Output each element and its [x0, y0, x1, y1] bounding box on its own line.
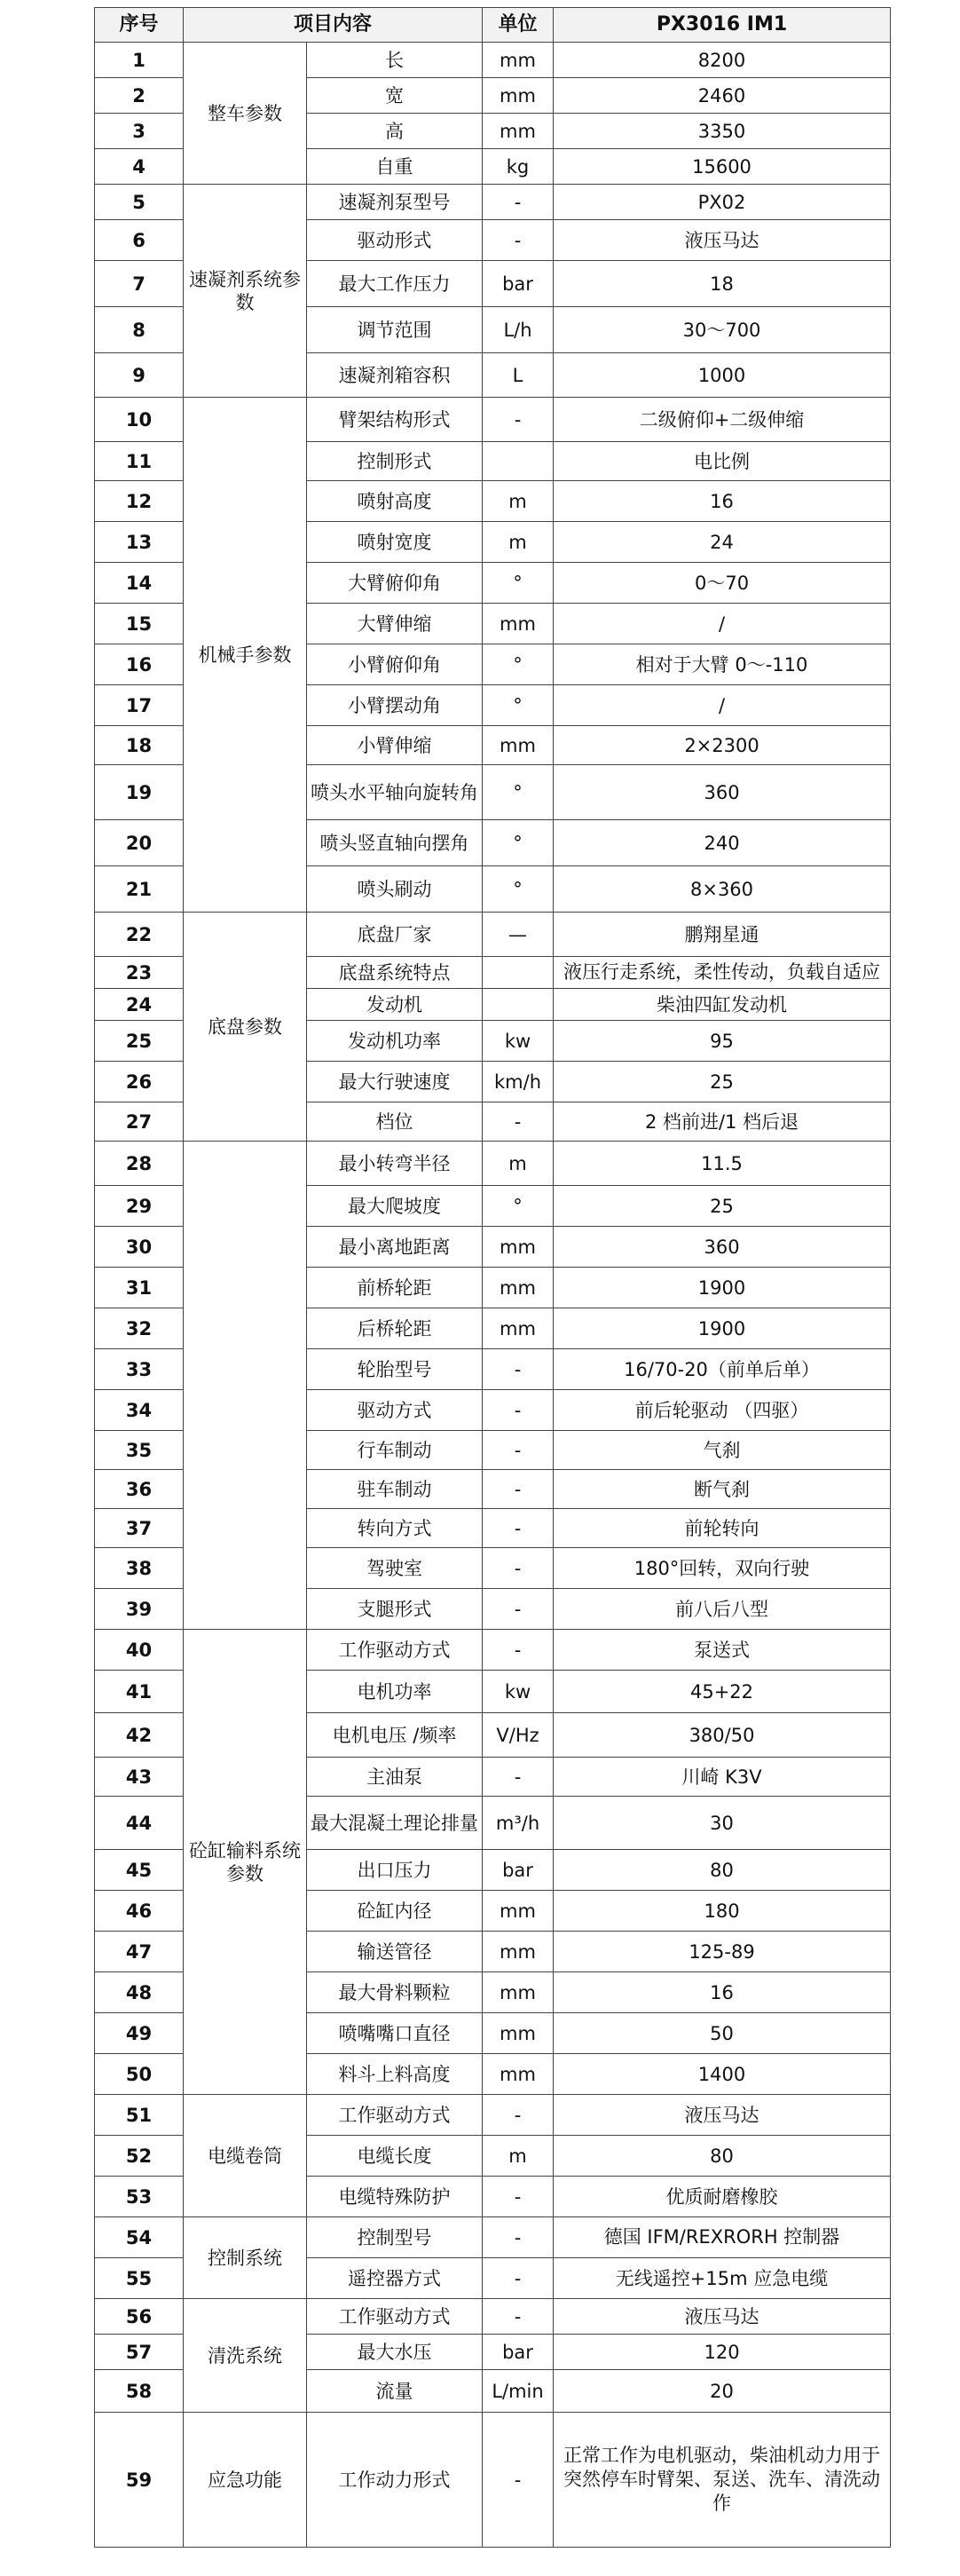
item-name: 前桥轮距: [307, 1268, 483, 1308]
row-number: 24: [95, 989, 184, 1021]
value: 95: [554, 1021, 891, 1062]
row-number: 27: [95, 1102, 184, 1142]
unit: -: [483, 2217, 554, 2258]
item-name: 底盘厂家: [307, 913, 483, 957]
row-number: 52: [95, 2136, 184, 2177]
unit: V/Hz: [483, 1713, 554, 1758]
item-name: 喷头水平轴向旋转角: [307, 765, 483, 820]
row-number: 57: [95, 2335, 184, 2370]
value: 360: [554, 1227, 891, 1268]
value: 120: [554, 2335, 891, 2370]
item-name: 驻车制动: [307, 1470, 483, 1509]
unit: mm: [483, 2054, 554, 2095]
item-name: 料斗上料高度: [307, 2054, 483, 2095]
row-number: 16: [95, 644, 184, 685]
row-number: 25: [95, 1021, 184, 1062]
row-number: 36: [95, 1470, 184, 1509]
value: 180°回转，双向行驶: [554, 1548, 891, 1589]
group-name: [184, 1142, 307, 1630]
item-name: 底盘系统特点: [307, 957, 483, 989]
spec-row: [95, 913, 891, 957]
unit: bar: [483, 1850, 554, 1891]
item-name: 速凝剂箱容积: [307, 353, 483, 398]
spec-row: [95, 1142, 891, 1186]
unit: -: [483, 2258, 554, 2299]
item-name: 驾驶室: [307, 1548, 483, 1589]
value: 液压马达: [554, 220, 891, 261]
value: 相对于大臂 0～-110: [554, 644, 891, 685]
item-name: 宽: [307, 78, 483, 114]
value: 180: [554, 1891, 891, 1932]
row-number: 6: [95, 220, 184, 261]
unit: mm: [483, 2013, 554, 2054]
unit: °: [483, 1186, 554, 1227]
header-row: [95, 8, 891, 43]
row-number: 48: [95, 1972, 184, 2013]
unit: [483, 957, 554, 989]
item-name: 大臂伸缩: [307, 604, 483, 644]
row-number: 56: [95, 2299, 184, 2335]
unit: km/h: [483, 1062, 554, 1102]
item-name: 小臂伸缩: [307, 726, 483, 765]
item-name: 工作驱动方式: [307, 2299, 483, 2335]
item-name: 最大混凝土理论排量: [307, 1797, 483, 1850]
unit: mm: [483, 1308, 554, 1349]
unit: m: [483, 481, 554, 522]
row-number: 34: [95, 1390, 184, 1431]
unit: -: [483, 1102, 554, 1142]
spec-row: [95, 43, 891, 78]
value: 液压马达: [554, 2095, 891, 2136]
value: 125-89: [554, 1932, 891, 1972]
item-name: 最大工作压力: [307, 261, 483, 307]
unit: °: [483, 765, 554, 820]
row-number: 32: [95, 1308, 184, 1349]
item-name: 喷射高度: [307, 481, 483, 522]
group-name: 应急功能: [184, 2413, 307, 2548]
row-number: 49: [95, 2013, 184, 2054]
value: 断气刹: [554, 1470, 891, 1509]
unit: -: [483, 1349, 554, 1390]
unit: -: [483, 220, 554, 261]
group-name: 清洗系统: [184, 2299, 307, 2413]
group-name: 电缆卷筒: [184, 2095, 307, 2217]
row-number: 10: [95, 398, 184, 442]
row-number: 31: [95, 1268, 184, 1308]
unit: mm: [483, 1227, 554, 1268]
item-name: 驱动方式: [307, 1390, 483, 1431]
row-number: 9: [95, 353, 184, 398]
value: 1000: [554, 353, 891, 398]
unit: mm: [483, 78, 554, 114]
unit: kw: [483, 1671, 554, 1713]
spec-row: [95, 2413, 891, 2548]
value: 18: [554, 261, 891, 307]
item-name: 电缆长度: [307, 2136, 483, 2177]
header-model: PX3016 IM1: [554, 8, 891, 43]
row-number: 29: [95, 1186, 184, 1227]
value: 川崎 K3V: [554, 1758, 891, 1797]
item-name: 轮胎型号: [307, 1349, 483, 1390]
unit: -: [483, 1431, 554, 1470]
item-name: 最大水压: [307, 2335, 483, 2370]
row-number: 19: [95, 765, 184, 820]
item-name: 小臂摆动角: [307, 685, 483, 726]
spec-row: [95, 398, 891, 442]
unit: bar: [483, 2335, 554, 2370]
spec-row: [95, 2217, 891, 2258]
header-item: 项目内容: [184, 8, 483, 43]
item-name: 臂架结构形式: [307, 398, 483, 442]
row-number: 8: [95, 307, 184, 353]
row-number: 20: [95, 820, 184, 866]
row-number: 17: [95, 685, 184, 726]
value: 80: [554, 1850, 891, 1891]
item-name: 小臂俯仰角: [307, 644, 483, 685]
value: 240: [554, 820, 891, 866]
row-number: 14: [95, 563, 184, 604]
item-name: 最小转弯半径: [307, 1142, 483, 1186]
group-name: 底盘参数: [184, 913, 307, 1142]
unit: -: [483, 2177, 554, 2217]
item-name: 转向方式: [307, 1509, 483, 1548]
unit: -: [483, 1589, 554, 1630]
value: 380/50: [554, 1713, 891, 1758]
spec-row: [95, 2095, 891, 2136]
value: PX02: [554, 185, 891, 220]
item-name: 发动机功率: [307, 1021, 483, 1062]
unit: L: [483, 353, 554, 398]
unit: -: [483, 2299, 554, 2335]
unit: mm: [483, 43, 554, 78]
unit: -: [483, 2095, 554, 2136]
item-name: 输送管径: [307, 1932, 483, 1972]
value: 20: [554, 2370, 891, 2413]
value: 16: [554, 1972, 891, 2013]
row-number: 38: [95, 1548, 184, 1589]
item-name: 最大爬坡度: [307, 1186, 483, 1227]
row-number: 18: [95, 726, 184, 765]
item-name: 流量: [307, 2370, 483, 2413]
unit: -: [483, 1470, 554, 1509]
spec-table: [94, 7, 891, 2548]
row-number: 40: [95, 1630, 184, 1671]
unit: m: [483, 2136, 554, 2177]
value: /: [554, 604, 891, 644]
group-name: 控制系统: [184, 2217, 307, 2299]
value: 8200: [554, 43, 891, 78]
unit: mm: [483, 1972, 554, 2013]
group-name: 砼缸输料系统参数: [184, 1630, 307, 2095]
item-name: 高: [307, 114, 483, 149]
item-name: 喷嘴嘴口直径: [307, 2013, 483, 2054]
unit: m³/h: [483, 1797, 554, 1850]
row-number: 5: [95, 185, 184, 220]
item-name: 调节范围: [307, 307, 483, 353]
value: /: [554, 685, 891, 726]
unit: mm: [483, 114, 554, 149]
value: 1900: [554, 1308, 891, 1349]
row-number: 58: [95, 2370, 184, 2413]
value: 前轮转向: [554, 1509, 891, 1548]
value: 气刹: [554, 1431, 891, 1470]
row-number: 3: [95, 114, 184, 149]
value: 正常工作为电机驱动，柴油机动力用于突然停车时臂架、泵送、洗车、清洗动作: [554, 2413, 891, 2548]
row-number: 33: [95, 1349, 184, 1390]
item-name: 出口压力: [307, 1850, 483, 1891]
value: 液压马达: [554, 2299, 891, 2335]
value: 16: [554, 481, 891, 522]
item-name: 电缆特殊防护: [307, 2177, 483, 2217]
item-name: 喷头刷动: [307, 866, 483, 913]
unit: [483, 989, 554, 1021]
row-number: 51: [95, 2095, 184, 2136]
row-number: 15: [95, 604, 184, 644]
value: 30: [554, 1797, 891, 1850]
row-number: 45: [95, 1850, 184, 1891]
item-name: 自重: [307, 149, 483, 185]
row-number: 28: [95, 1142, 184, 1186]
unit: L/h: [483, 307, 554, 353]
value: 泵送式: [554, 1630, 891, 1671]
unit: mm: [483, 604, 554, 644]
unit: —: [483, 913, 554, 957]
value: 0～70: [554, 563, 891, 604]
row-number: 2: [95, 78, 184, 114]
spec-row: [95, 1630, 891, 1671]
row-number: 55: [95, 2258, 184, 2299]
spec-body: [95, 43, 891, 2548]
row-number: 46: [95, 1891, 184, 1932]
unit: mm: [483, 1268, 554, 1308]
value: 25: [554, 1186, 891, 1227]
unit: °: [483, 644, 554, 685]
unit: -: [483, 2413, 554, 2548]
unit: -: [483, 1630, 554, 1671]
row-number: 4: [95, 149, 184, 185]
spec-row: [95, 2299, 891, 2335]
unit: °: [483, 685, 554, 726]
unit: [483, 442, 554, 481]
value: 11.5: [554, 1142, 891, 1186]
row-number: 47: [95, 1932, 184, 1972]
value: 优质耐磨橡胶: [554, 2177, 891, 2217]
unit: -: [483, 1548, 554, 1589]
group-name: 整车参数: [184, 43, 307, 185]
row-number: 43: [95, 1758, 184, 1797]
row-number: 44: [95, 1797, 184, 1850]
item-name: 发动机: [307, 989, 483, 1021]
unit: mm: [483, 1932, 554, 1972]
row-number: 22: [95, 913, 184, 957]
value: 前后轮驱动 （四驱）: [554, 1390, 891, 1431]
row-number: 23: [95, 957, 184, 989]
row-number: 11: [95, 442, 184, 481]
header-unit: 单位: [483, 8, 554, 43]
row-number: 39: [95, 1589, 184, 1630]
unit: -: [483, 1758, 554, 1797]
row-number: 26: [95, 1062, 184, 1102]
item-name: 控制型号: [307, 2217, 483, 2258]
item-name: 最小离地距离: [307, 1227, 483, 1268]
value: 15600: [554, 149, 891, 185]
item-name: 遥控器方式: [307, 2258, 483, 2299]
value: 德国 IFM/REXRORH 控制器: [554, 2217, 891, 2258]
value: 24: [554, 522, 891, 563]
row-number: 37: [95, 1509, 184, 1548]
item-name: 工作驱动方式: [307, 1630, 483, 1671]
item-name: 最大行驶速度: [307, 1062, 483, 1102]
row-number: 50: [95, 2054, 184, 2095]
item-name: 大臂俯仰角: [307, 563, 483, 604]
unit: °: [483, 563, 554, 604]
item-name: 控制形式: [307, 442, 483, 481]
unit: mm: [483, 726, 554, 765]
header-seq: 序号: [95, 8, 184, 43]
item-name: 长: [307, 43, 483, 78]
unit: -: [483, 185, 554, 220]
item-name: 档位: [307, 1102, 483, 1142]
value: 2460: [554, 78, 891, 114]
item-name: 砼缸内径: [307, 1891, 483, 1932]
row-number: 30: [95, 1227, 184, 1268]
value: 1900: [554, 1268, 891, 1308]
unit: kw: [483, 1021, 554, 1062]
row-number: 54: [95, 2217, 184, 2258]
group-name: 速凝剂系统参数: [184, 185, 307, 398]
unit: L/min: [483, 2370, 554, 2413]
row-number: 35: [95, 1431, 184, 1470]
value: 鹏翔星通: [554, 913, 891, 957]
value: 电比例: [554, 442, 891, 481]
value: 16/70-20（前单后单）: [554, 1349, 891, 1390]
value: 1400: [554, 2054, 891, 2095]
value: 8×360: [554, 866, 891, 913]
spec-row: [95, 185, 891, 220]
value: 二级俯仰+二级伸缩: [554, 398, 891, 442]
unit: -: [483, 398, 554, 442]
item-name: 工作动力形式: [307, 2413, 483, 2548]
row-number: 59: [95, 2413, 184, 2548]
unit: m: [483, 522, 554, 563]
item-name: 后桥轮距: [307, 1308, 483, 1349]
row-number: 7: [95, 261, 184, 307]
item-name: 喷头竖直轴向摆角: [307, 820, 483, 866]
value: 柴油四缸发动机: [554, 989, 891, 1021]
item-name: 支腿形式: [307, 1589, 483, 1630]
value: 50: [554, 2013, 891, 2054]
value: 液压行走系统，柔性传动，负载自适应: [554, 957, 891, 989]
value: 25: [554, 1062, 891, 1102]
value: 80: [554, 2136, 891, 2177]
item-name: 最大骨料颗粒: [307, 1972, 483, 2013]
value: 45+22: [554, 1671, 891, 1713]
value: 2 档前进/1 档后退: [554, 1102, 891, 1142]
value: 360: [554, 765, 891, 820]
unit: -: [483, 1509, 554, 1548]
value: 3350: [554, 114, 891, 149]
unit: bar: [483, 261, 554, 307]
row-number: 13: [95, 522, 184, 563]
value: 前八后八型: [554, 1589, 891, 1630]
value: 2×2300: [554, 726, 891, 765]
row-number: 1: [95, 43, 184, 78]
item-name: 驱动形式: [307, 220, 483, 261]
unit: mm: [483, 1891, 554, 1932]
item-name: 速凝剂泵型号: [307, 185, 483, 220]
unit: °: [483, 866, 554, 913]
item-name: 行车制动: [307, 1431, 483, 1470]
row-number: 12: [95, 481, 184, 522]
value: 30～700: [554, 307, 891, 353]
value: 无线遥控+15m 应急电缆: [554, 2258, 891, 2299]
row-number: 41: [95, 1671, 184, 1713]
row-number: 21: [95, 866, 184, 913]
unit: m: [483, 1142, 554, 1186]
item-name: 电机功率: [307, 1671, 483, 1713]
unit: °: [483, 820, 554, 866]
row-number: 42: [95, 1713, 184, 1758]
item-name: 电机电压 /频率: [307, 1713, 483, 1758]
unit: -: [483, 1390, 554, 1431]
unit: kg: [483, 149, 554, 185]
item-name: 主油泵: [307, 1758, 483, 1797]
row-number: 53: [95, 2177, 184, 2217]
item-name: 工作驱动方式: [307, 2095, 483, 2136]
group-name: 机械手参数: [184, 398, 307, 913]
item-name: 喷射宽度: [307, 522, 483, 563]
